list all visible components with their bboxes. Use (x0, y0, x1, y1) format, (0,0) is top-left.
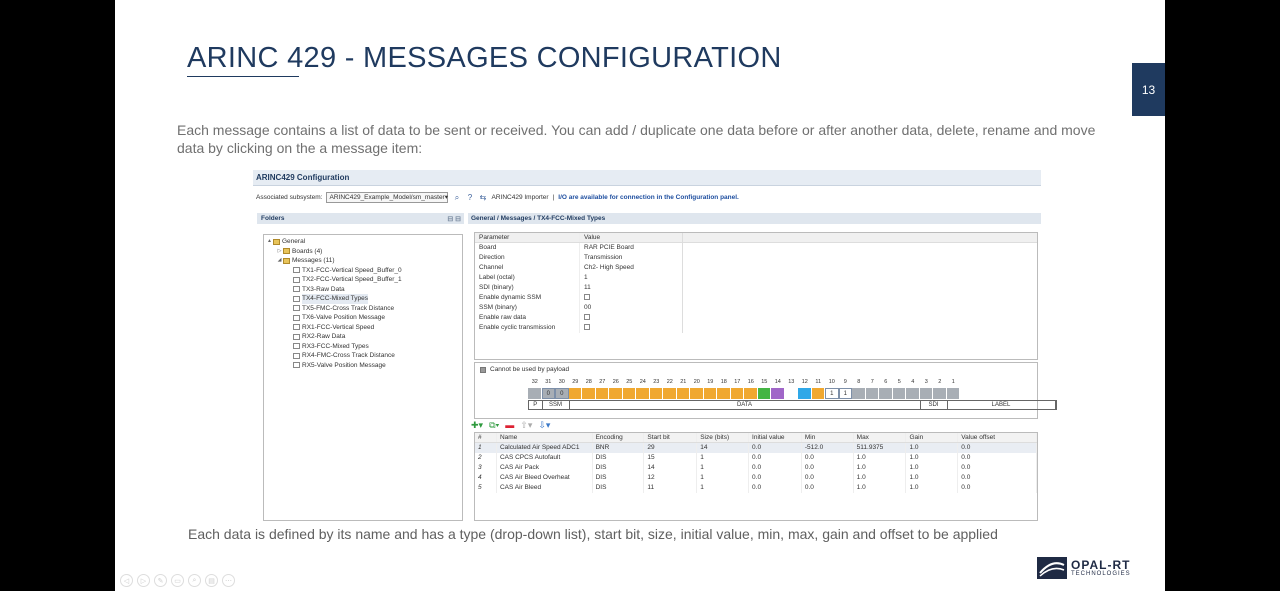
bit-number: 16 (747, 379, 754, 385)
bit-cell[interactable] (636, 388, 650, 399)
document-icon (293, 324, 300, 330)
bit-number: 11 (815, 379, 822, 385)
bit-number: 2 (938, 379, 942, 385)
tree-item-label: RX2-Raw Data (302, 333, 346, 340)
duplicate-data-icon[interactable]: ⧉▾ (489, 420, 500, 430)
table-cell[interactable]: 1 (697, 453, 749, 463)
tree-item[interactable] (266, 285, 460, 295)
message-editor (468, 213, 1041, 522)
bit-cell[interactable] (812, 388, 826, 399)
table-cell[interactable]: 0.0 (958, 483, 1037, 493)
more-icon[interactable]: ⋯ (222, 574, 235, 587)
arinc-config-screenshot (253, 170, 1041, 522)
search-icon[interactable]: ⌕ (454, 193, 460, 202)
parameter-value[interactable] (580, 313, 683, 323)
parameter-value[interactable]: Transmission (580, 253, 683, 263)
tree-item-label: Messages (11) (292, 257, 335, 264)
document-icon (293, 277, 300, 283)
table-cell[interactable]: 0.0 (802, 483, 854, 493)
tree-item[interactable] (266, 256, 460, 266)
importer-button[interactable]: ARINC429 Importer (491, 194, 549, 201)
app-header (253, 170, 1041, 186)
tree-item[interactable] (266, 294, 460, 304)
table-row[interactable] (475, 473, 1037, 483)
tree-item[interactable] (266, 313, 460, 323)
document-icon (293, 296, 300, 302)
table-cell[interactable]: 1.0 (854, 473, 907, 483)
table-cell[interactable]: 14 (644, 463, 697, 473)
tree-item-label: TX4-FCC-Mixed Types (302, 295, 368, 302)
bit-cell[interactable] (947, 388, 961, 399)
bit-cell[interactable] (609, 388, 623, 399)
column-header: Size (bits) (697, 433, 749, 442)
bit-cell[interactable] (852, 388, 866, 399)
tree-item[interactable] (266, 266, 460, 276)
app-title: ARINC429 Configuration (256, 173, 350, 182)
document-icon (293, 305, 300, 311)
table-cell[interactable]: 0.0 (958, 473, 1037, 483)
bit-cell[interactable] (690, 388, 704, 399)
parameter-name: Enable raw data (475, 313, 580, 323)
parameter-row (475, 293, 1037, 303)
subsystem-row (256, 192, 739, 203)
presentation-controls (120, 574, 235, 587)
breadcrumb: General / Messages / TX4-FCC-Mixed Types (468, 213, 1041, 224)
parameter-row (475, 303, 1037, 313)
expander-icon[interactable]: ▲ (267, 238, 272, 244)
tree-item[interactable] (266, 237, 460, 247)
move-up-icon[interactable]: ⇧▾ (520, 420, 533, 430)
bit-number: 13 (788, 379, 795, 385)
word-field: DATA (570, 401, 921, 409)
tree-item-label: TX6-Valve Position Message (302, 314, 385, 321)
table-cell[interactable]: 0.0 (958, 443, 1037, 453)
logo-subtext: TECHNOLOGIES (1071, 571, 1131, 577)
checkbox[interactable] (584, 294, 590, 300)
table-cell: 4 (475, 473, 497, 483)
tree-item-label: TX5-FMC-Cross Track Distance (302, 304, 395, 312)
bit-number: 4 (911, 379, 915, 385)
table-cell[interactable]: 1.0 (854, 453, 907, 463)
document-icon (293, 362, 300, 368)
document-icon (293, 353, 300, 359)
bit-cell[interactable] (771, 388, 785, 399)
tree-item-label: RX1-FCC-Vertical Speed (302, 323, 375, 331)
bit-cells (528, 388, 960, 399)
bit-number: 15 (761, 379, 768, 385)
parameter-row (475, 263, 1037, 273)
table-cell[interactable]: 12 (644, 473, 697, 483)
bit-cell[interactable] (866, 388, 880, 399)
parameter-value[interactable]: Ch2- High Speed (580, 263, 683, 273)
column-header: # (475, 433, 497, 442)
parameter-value[interactable]: 1 (580, 273, 683, 283)
table-cell: 3 (475, 463, 497, 473)
column-header: Min (802, 433, 854, 442)
table-cell[interactable]: 0.0 (802, 463, 854, 473)
bit-cell[interactable] (650, 388, 664, 399)
column-header: Gain (906, 433, 958, 442)
bit-number: 18 (720, 379, 727, 385)
parameter-name: Board (475, 243, 580, 253)
subsystem-label: Associated subsystem: (256, 194, 323, 201)
bit-number: 7 (870, 379, 874, 385)
parameter-row (475, 243, 1037, 253)
parameter-name: Channel (475, 263, 580, 273)
column-header: Start bit (644, 433, 697, 442)
parameter-name: SSM (binary) (475, 303, 580, 313)
table-cell[interactable]: 14 (697, 443, 749, 453)
tree-item-label: TX2-FCC-Vertical Speed_Buffer_1 (302, 276, 402, 283)
table-cell[interactable]: 0.0 (802, 453, 854, 463)
table-cell[interactable]: 1 (697, 483, 749, 493)
table-cell[interactable]: 0.0 (749, 483, 802, 493)
parameter-name: Label (octal) (475, 273, 580, 283)
bit-cell[interactable] (717, 388, 731, 399)
document-icon (293, 267, 300, 273)
bit-number: 3 (924, 379, 928, 385)
parameter-header-row (475, 233, 1037, 243)
bit-number: 20 (693, 379, 700, 385)
bit-cell[interactable] (758, 388, 772, 399)
table-cell[interactable]: 15 (644, 453, 697, 463)
tree-item[interactable] (266, 247, 460, 257)
data-header-row (475, 433, 1037, 443)
expander-icon[interactable]: ◢ (277, 257, 282, 263)
bit-cell[interactable]: 1 (825, 388, 839, 399)
parameter-table (474, 232, 1038, 360)
table-cell[interactable]: 0.0 (749, 453, 802, 463)
document-icon (293, 286, 300, 292)
parameter-value[interactable]: RAR PCIE Board (580, 243, 683, 253)
move-down-icon[interactable]: ⇩▾ (538, 420, 551, 430)
table-row[interactable] (475, 453, 1037, 463)
table-cell[interactable]: 0.0 (958, 463, 1037, 473)
add-data-icon[interactable]: ✚▾ (471, 420, 484, 430)
tree-item[interactable] (266, 361, 460, 371)
table-cell[interactable]: CAS CPCS Autofault (497, 453, 593, 463)
table-cell[interactable]: DIS (593, 483, 645, 493)
folders-pane (257, 213, 464, 522)
checkbox[interactable] (584, 314, 590, 320)
help-icon[interactable]: ? (467, 193, 473, 202)
bit-cell[interactable] (731, 388, 745, 399)
table-row[interactable] (475, 463, 1037, 473)
bit-cell[interactable] (920, 388, 934, 399)
bit-number: 23 (653, 379, 660, 385)
table-cell[interactable]: 0.0 (802, 473, 854, 483)
bit-cell[interactable] (744, 388, 758, 399)
table-cell[interactable]: Calculated Air Speed ADC1 (497, 443, 593, 453)
bit-cell[interactable]: 0 (542, 388, 556, 399)
import-icon[interactable]: ⇆ (479, 193, 487, 202)
delete-data-icon[interactable]: ▬ (505, 420, 515, 430)
bit-number: 19 (707, 379, 714, 385)
tree-item[interactable] (266, 304, 460, 314)
bit-number: 31 (545, 379, 552, 385)
table-cell[interactable]: CAS Air Bleed Overheat (497, 473, 593, 483)
bit-number: 1 (951, 379, 955, 385)
table-cell[interactable]: 0.0 (958, 453, 1037, 463)
parameter-row (475, 283, 1037, 293)
folder-tree (263, 234, 463, 521)
bit-cell[interactable] (596, 388, 610, 399)
opal-rt-logo (1037, 557, 1131, 579)
bit-number: 21 (680, 379, 687, 385)
chevron-down-icon: ▾ (444, 194, 448, 201)
parameter-name: Enable cyclic transmission (475, 323, 580, 333)
bit-cell[interactable] (906, 388, 920, 399)
bit-number: 8 (857, 379, 861, 385)
table-cell[interactable]: 1.0 (906, 473, 958, 483)
table-cell[interactable]: DIS (593, 473, 645, 483)
tree-item-label: RX5-Valve Position Message (302, 361, 386, 369)
folder-icon (283, 248, 290, 254)
bit-number: 29 (572, 379, 579, 385)
bit-number: 22 (666, 379, 673, 385)
table-cell[interactable]: 0.0 (749, 473, 802, 483)
table-row[interactable] (475, 483, 1037, 493)
table-cell[interactable]: CAS Air Pack (497, 463, 593, 473)
previous-icon[interactable]: ◁ (120, 574, 133, 587)
table-row[interactable] (475, 443, 1037, 453)
bit-number: 5 (897, 379, 901, 385)
pen-icon[interactable]: ✎ (154, 574, 167, 587)
bit-number: 25 (626, 379, 633, 385)
tree-item[interactable] (266, 323, 460, 333)
tree-item[interactable] (266, 351, 460, 361)
column-header: Initial value (749, 433, 802, 442)
folders-title: Folders (261, 215, 285, 222)
slides-icon[interactable]: ▭ (171, 574, 184, 587)
bit-cell[interactable] (704, 388, 718, 399)
table-cell[interactable]: DIS (593, 453, 645, 463)
subsystem-select[interactable] (326, 192, 448, 203)
table-cell[interactable]: 1 (697, 473, 749, 483)
parameter-row (475, 253, 1037, 263)
table-cell[interactable]: 1.0 (906, 483, 958, 493)
logo-mark-icon (1037, 557, 1067, 579)
bit-number: 30 (558, 379, 565, 385)
table-cell: 2 (475, 453, 497, 463)
bit-numbers (528, 379, 960, 385)
tree-item-label: TX3-Raw Data (302, 285, 345, 293)
bit-number: 24 (639, 379, 646, 385)
parameter-name: Enable dynamic SSM (475, 293, 580, 303)
io-note: I/O are available for connection in the Configuration panel. (558, 194, 739, 201)
subsystem-value: ARINC429_Example_Model/sm_master (329, 194, 445, 201)
bit-number: 17 (734, 379, 741, 385)
tree-item[interactable] (266, 275, 460, 285)
title-underline (187, 76, 299, 77)
parameter-value[interactable]: 11 (580, 283, 683, 293)
table-cell[interactable]: 11 (644, 483, 697, 493)
caption-text: Each data is defined by its name and has a type (drop-down list), start bit, size, initial value, min, max, gain and offset to be applied (188, 526, 998, 542)
word-fields (528, 400, 1057, 410)
document-icon (293, 343, 300, 349)
bit-cell[interactable] (623, 388, 637, 399)
parameter-value[interactable] (580, 293, 683, 303)
column-header: Parameter (475, 233, 580, 242)
slide (115, 0, 1165, 591)
bit-cell[interactable]: 1 (839, 388, 853, 399)
bit-cell[interactable] (677, 388, 691, 399)
tree-item-label: RX4-FMC-Cross Track Distance (302, 352, 395, 359)
screen-icon[interactable]: ▤ (205, 574, 218, 587)
bit-cell[interactable] (933, 388, 947, 399)
word-field: SDI (921, 401, 948, 409)
parameter-name: SDI (binary) (475, 283, 580, 293)
table-cell[interactable]: 1.0 (906, 463, 958, 473)
column-header: Max (854, 433, 907, 442)
bit-number: 26 (612, 379, 619, 385)
table-cell[interactable]: CAS Air Bleed (497, 483, 593, 493)
folder-icon (273, 239, 280, 245)
tree-item[interactable] (266, 332, 460, 342)
bit-number: 6 (884, 379, 888, 385)
word-field: SSM (543, 401, 570, 409)
table-cell: 1 (475, 443, 497, 453)
bit-cell[interactable] (582, 388, 596, 399)
table-cell[interactable]: DIS (593, 463, 645, 473)
parameter-row (475, 313, 1037, 323)
slide-title: ARINC 429 - MESSAGES CONFIGURATION (187, 42, 782, 74)
bit-cell[interactable]: 0 (555, 388, 569, 399)
checkbox[interactable] (584, 324, 590, 330)
bit-number: 9 (843, 379, 847, 385)
bit-number: 27 (599, 379, 606, 385)
bit-number: 14 (774, 379, 781, 385)
table-cell[interactable]: 1.0 (854, 463, 907, 473)
folder-icon (283, 258, 290, 264)
table-cell[interactable]: -512.0 (802, 443, 854, 453)
bit-number: 28 (585, 379, 592, 385)
tree-item-label: RX3-FCC-Mixed Types (302, 342, 369, 350)
table-cell[interactable]: 0.0 (749, 443, 802, 453)
table-cell[interactable]: 1.0 (906, 443, 958, 453)
parameter-row (475, 273, 1037, 283)
tree-item-label: Boards (4) (292, 247, 323, 255)
table-cell[interactable]: 511.9375 (854, 443, 907, 453)
separator: | (552, 194, 555, 201)
table-cell: 5 (475, 483, 497, 493)
logo-text: OPAL-RT (1071, 558, 1131, 572)
payload-label: Cannot be used by payload (490, 366, 570, 373)
document-icon (293, 315, 300, 321)
tree-item-label: TX1-FCC-Vertical Speed_Buffer_0 (302, 266, 402, 274)
table-cell[interactable]: 1.0 (854, 483, 907, 493)
bit-layout-panel (474, 362, 1038, 419)
parameter-value[interactable]: 00 (580, 303, 683, 313)
data-table (474, 432, 1038, 521)
table-cell[interactable]: 1 (697, 463, 749, 473)
column-header: Value offset (958, 433, 1037, 442)
collapse-icon[interactable]: ⊟ ⊟ (447, 216, 461, 223)
data-toolbar (471, 420, 550, 430)
tree-item[interactable] (266, 342, 460, 352)
column-header: Encoding (593, 433, 645, 442)
expander-icon[interactable]: ▷ (277, 247, 282, 254)
table-cell[interactable]: BNR (593, 443, 645, 453)
intro-text: Each message contains a list of data to be sent or received. You can add / duplicate one data before or after another data, delete, rename and move data by clicking on the a message item: (177, 122, 1096, 156)
table-cell[interactable]: 29 (644, 443, 697, 453)
gray-swatch (480, 367, 486, 373)
bit-cell[interactable] (879, 388, 893, 399)
word-field: P (529, 401, 543, 409)
bit-number: 10 (828, 379, 835, 385)
column-header: Value (580, 233, 683, 242)
parameter-name: Direction (475, 253, 580, 263)
document-icon (293, 334, 300, 340)
payload-legend (480, 366, 569, 373)
parameter-value[interactable] (580, 323, 683, 333)
bit-number: 12 (801, 379, 808, 385)
page-number-badge: 13 (1132, 63, 1165, 116)
next-icon[interactable]: ▷ (137, 574, 150, 587)
table-cell[interactable]: 0.0 (749, 463, 802, 473)
table-cell[interactable]: 1.0 (906, 453, 958, 463)
bit-cell[interactable] (893, 388, 907, 399)
tree-item-label: General (282, 238, 306, 245)
folders-header (257, 213, 464, 224)
word-field: LABEL (948, 401, 1056, 409)
bit-cell[interactable] (528, 388, 542, 399)
parameter-row (475, 323, 1037, 333)
zoom-icon[interactable]: ⌕ (188, 574, 201, 587)
bit-cell[interactable] (569, 388, 583, 399)
bit-cell[interactable] (798, 388, 812, 399)
column-header: Name (497, 433, 593, 442)
bit-cell[interactable] (785, 388, 799, 399)
bit-number: 32 (531, 379, 538, 385)
bit-cell[interactable] (663, 388, 677, 399)
